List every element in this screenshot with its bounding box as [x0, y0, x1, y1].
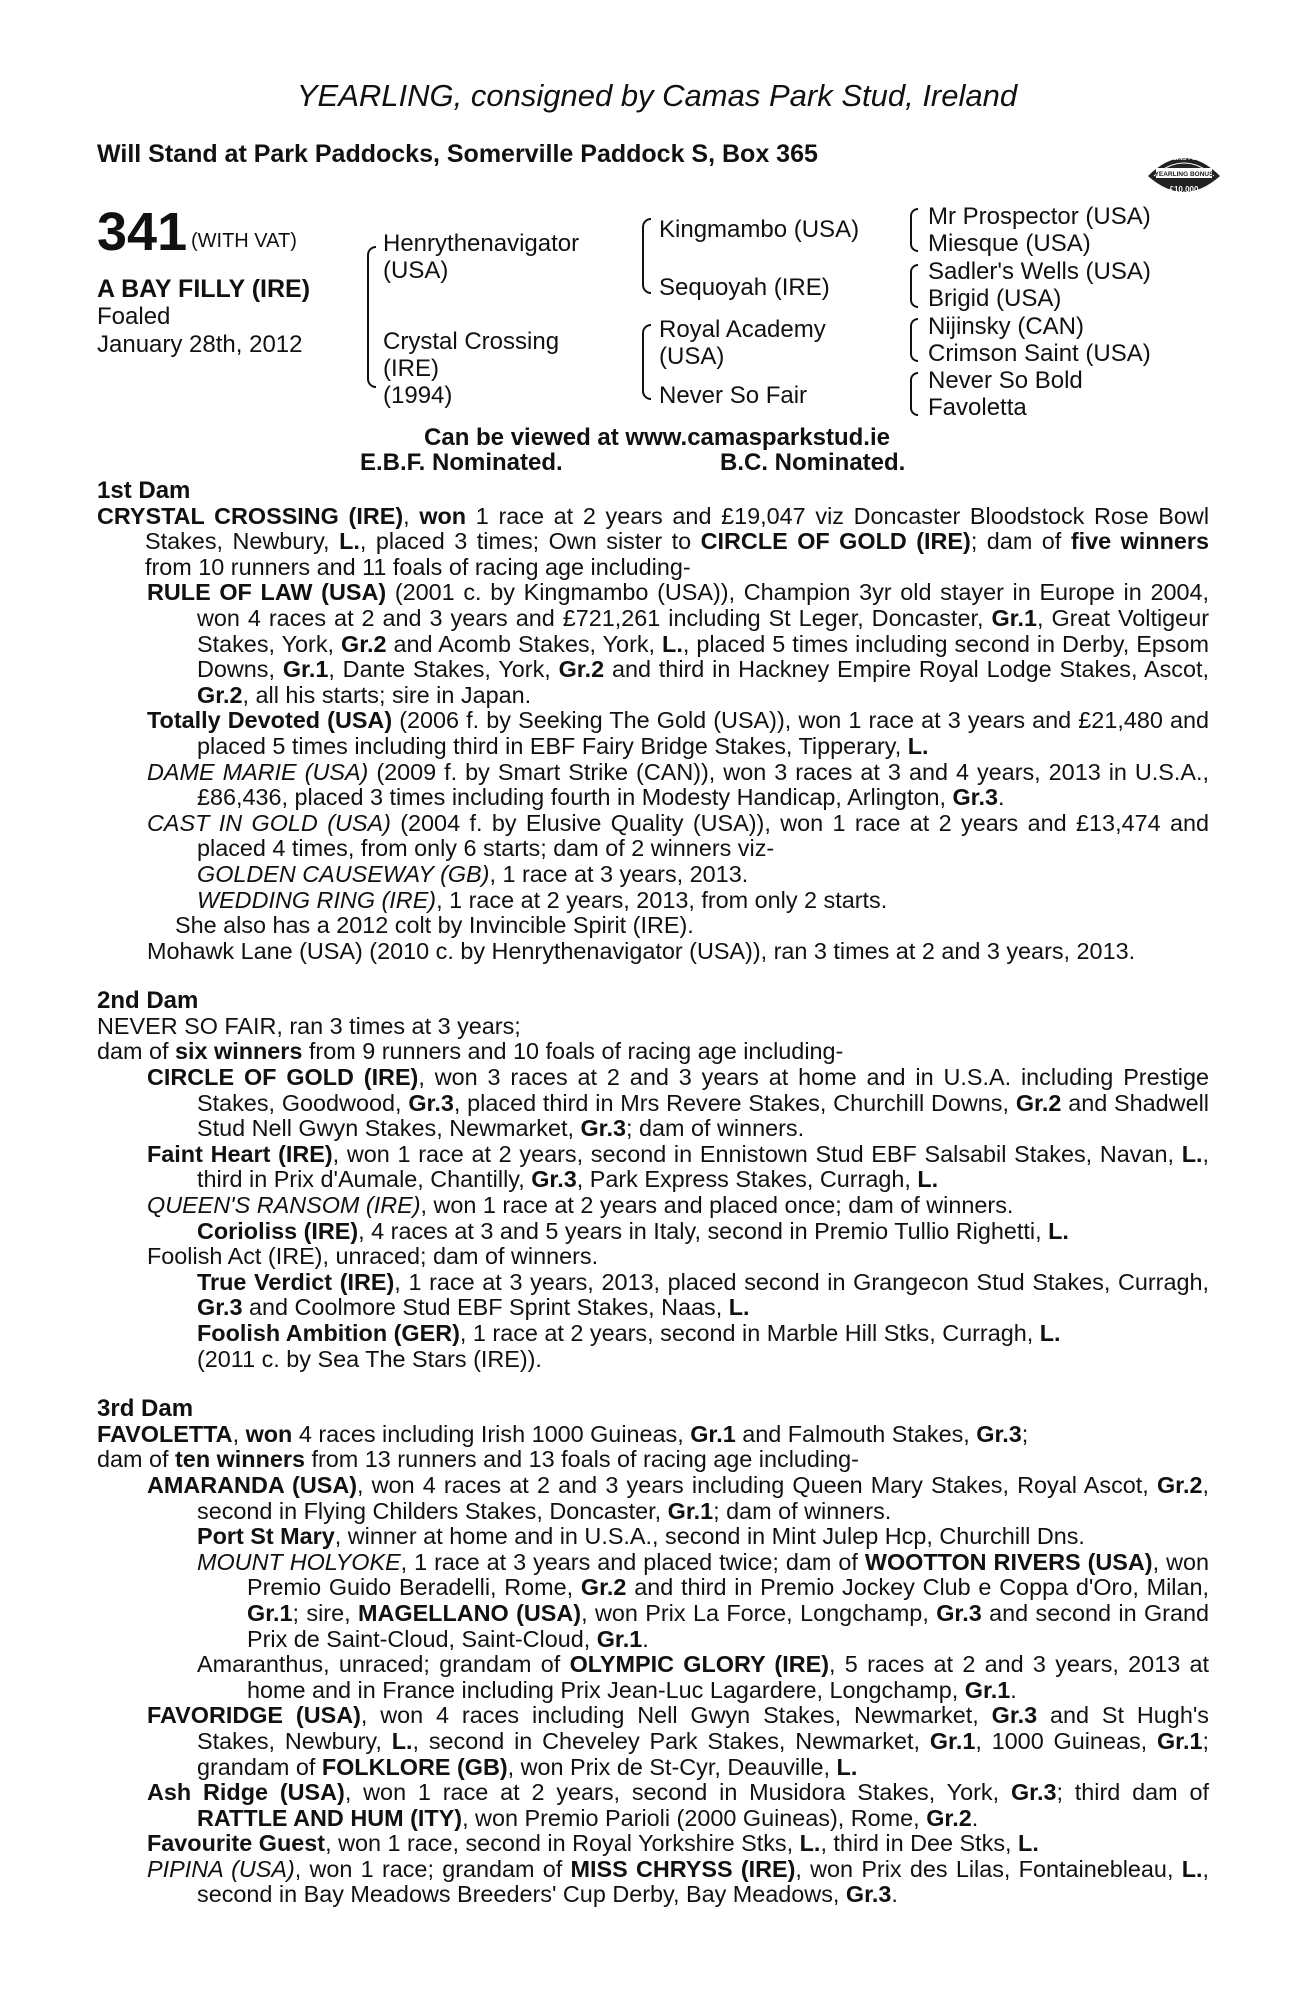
text-run: , winner at home and in U.S.A., second in Mint Julep Hcp, Churchill Dns.: [334, 1523, 1085, 1550]
pedigree-gen3-dds: Never So Bold: [928, 367, 1083, 394]
bold-run: Gr.1: [964, 1676, 1011, 1703]
vat-label: (WITH VAT): [191, 230, 297, 252]
third-dam-p4: [97, 1524, 1209, 1550]
bold-run: six winners: [175, 1038, 303, 1065]
text-run: , won 1 race; grandam of: [294, 1855, 571, 1882]
third-dam-p2: [97, 1447, 1209, 1473]
text-run: , 1 race at 3 years, 2013.: [489, 860, 749, 887]
second-dam-p3: [97, 1065, 1209, 1142]
bold-run: L.: [1039, 1320, 1061, 1346]
pedigree-brace: [642, 218, 651, 294]
bold-run: Gr.3: [991, 1702, 1038, 1729]
third-dam-p1: [97, 1422, 1209, 1448]
bold-run: Gr.2: [558, 656, 605, 683]
foaled-label: Foaled: [97, 303, 171, 330]
second-dam-p1: [97, 1014, 1209, 1040]
catalogue-header: YEARLING, consigned by Camas Park Stud, Ireland: [296, 78, 1018, 113]
first-dam-p8: [97, 913, 1209, 939]
text-run: .: [891, 1881, 898, 1908]
text-run: , all his starts; sire in Japan.: [242, 681, 532, 708]
bold-run: FAVORIDGE (USA): [147, 1702, 361, 1729]
text-run: ; dam of: [970, 528, 1071, 555]
text-run: (2004 f. by Elusive Quality (USA)), won 1 race at 2 years and £13,474 and placed 4 times, from only 6 starts; dam of 2 winners viz-: [197, 809, 1209, 862]
bold-run: L.: [917, 1166, 939, 1193]
text-run: ; third dam of: [1056, 1779, 1209, 1806]
second-dam-heading: 2nd Dam: [97, 987, 199, 1015]
third-dam-p5: [97, 1550, 1209, 1652]
bold-run: L.: [728, 1294, 750, 1321]
text-run: , second in Cheveley Park Stakes, Newmarket,: [412, 1727, 930, 1754]
text-run: and second in Grand Prix de Saint-Cloud, Saint-Cloud,: [247, 1599, 1209, 1652]
text-run: , 1 race at 3 years and placed twice; dam of: [400, 1548, 865, 1575]
pedigree-sire-sire: Kingmambo (USA): [659, 216, 860, 243]
bold-run: WOOTTON RIVERS (USA): [864, 1548, 1153, 1575]
text-run: Amaranthus, unraced; grandam of: [197, 1651, 570, 1678]
text-run: ; grandam of: [197, 1727, 1209, 1780]
viewing-info: Can be viewed at www.camasparkstud.ie: [424, 424, 890, 451]
bold-run: Gr.1: [690, 1420, 736, 1447]
text-run: , Dante Stakes, York,: [328, 656, 559, 683]
yearling-bonus-badge-icon: [1144, 146, 1224, 202]
second-dam-p6: [97, 1219, 1209, 1245]
bold-run: OLYMPIC GLORY (IRE): [569, 1651, 829, 1678]
first-dam-p3: [97, 708, 1209, 759]
pedigree-gen3-sdd: Brigid (USA): [928, 285, 1062, 312]
text-run: ;: [1021, 1420, 1029, 1447]
second-dam-p5: [97, 1193, 1209, 1219]
pedigree-gen3-sss: Mr Prospector (USA): [928, 203, 1151, 230]
text-run: (2001 c. by Kingmambo (USA)), Champion 3yr old stayer in Europe in 2004, won 4 races at 2 and 3 years and £721,261 including St Leger, Doncaster,: [197, 579, 1209, 631]
bold-run: L.: [1048, 1217, 1069, 1244]
bold-run: Gr.3: [408, 1089, 454, 1116]
pedigree-dam-dam: Never So Fair: [659, 382, 808, 409]
first-dam-p1: [97, 504, 1209, 581]
text-run: 1 race at 2 years and £19,047 viz Doncaster Bloodstock Rose Bowl Stakes, Newbury,: [145, 502, 1210, 555]
text-run: ; dam of winners.: [713, 1497, 892, 1524]
italic-run: PIPINA (USA): [147, 1855, 295, 1882]
pedigree-dam-country: (IRE): [383, 355, 439, 382]
bold-run: L.: [391, 1727, 413, 1754]
bold-run: Gr.2: [580, 1574, 627, 1601]
text-run: , won 1 race at 2 years, second in Musidora Stakes, York,: [344, 1779, 1011, 1806]
text-run: dam of: [97, 1446, 176, 1473]
pedigree-dam-year: (1994): [383, 382, 453, 409]
text-run: Mohawk Lane (USA) (2010 c. by Henrythenavigator (USA)), ran 3 times at 2 and 3 years, 2013.: [147, 937, 1136, 964]
text-run: ; dam of winners.: [626, 1115, 805, 1142]
bold-run: won: [419, 502, 467, 529]
bold-run: Gr.1: [1156, 1727, 1203, 1754]
third-dam-p10: [97, 1857, 1209, 1908]
stand-location: Will Stand at Park Paddocks, Somerville Paddock S, Box 365: [97, 140, 818, 168]
pedigree-sire-dam: Sequoyah (IRE): [659, 274, 830, 301]
text-run: ; sire,: [292, 1599, 358, 1626]
bold-run: won: [245, 1420, 293, 1447]
bold-run: L.: [1018, 1830, 1039, 1857]
text-run: , won Premio Guido Beradelli, Rome,: [247, 1548, 1209, 1601]
lot-title: A BAY FILLY (IRE): [97, 275, 311, 303]
pedigree-gen3-sds: Sadler's Wells (USA): [928, 258, 1151, 285]
text-run: , Park Express Stakes, Curragh,: [576, 1166, 918, 1193]
text-run: 4 races including Irish 1000 Guineas,: [292, 1420, 691, 1447]
text-run: from 10 runners and 11 foals of racing age including-: [145, 553, 691, 580]
bold-run: RULE OF LAW (USA): [147, 579, 387, 606]
pedigree-dam-sire: [659, 316, 826, 370]
pedigree-brace: [910, 208, 918, 252]
bold-run: L.: [339, 528, 360, 555]
catalogue-body: [97, 478, 1209, 1908]
text-run: , won Premio Parioli (2000 Guineas), Rome,: [462, 1804, 927, 1831]
italic-run: QUEEN'S RANSOM (IRE): [147, 1192, 421, 1219]
text-run: (2009 f. by Smart Strike (CAN)), won 3 races at 3 and 4 years, 2013 in U.S.A., £86,436, placed 3 times including fourth in Modesty Handicap, Arlington,: [197, 758, 1210, 811]
bold-run: Gr.1: [282, 656, 329, 683]
text-run: and Coolmore Stud EBF Sprint Stakes, Naas,: [242, 1294, 729, 1321]
bold-run: Gr.3: [580, 1115, 626, 1142]
second-dam-p9: [97, 1321, 1209, 1347]
text-run: .: [971, 1804, 979, 1831]
text-run: , 1000 Guineas,: [975, 1727, 1157, 1754]
bold-run: True Verdict (IRE): [197, 1268, 395, 1295]
text-run: .: [997, 784, 1005, 811]
text-run: and St Hugh's Stakes, Newbury,: [197, 1702, 1209, 1754]
bold-run: Gr.3: [197, 1294, 243, 1321]
first-dam-heading: 1st Dam: [97, 477, 191, 504]
bold-run: five winners: [1070, 528, 1210, 555]
pedigree-gen3-dsd: Crimson Saint (USA): [928, 340, 1151, 367]
italic-run: CAST IN GOLD (USA): [147, 809, 391, 836]
bold-run: L.: [836, 1753, 858, 1780]
bold-run: Port St Mary: [197, 1523, 335, 1550]
pedigree-dam-name: Crystal Crossing: [383, 328, 560, 355]
bold-run: CRYSTAL CROSSING (IRE): [97, 502, 404, 529]
text-run: , Great Voltigeur Stakes, York,: [197, 604, 1209, 657]
second-dam-p7: [97, 1244, 1209, 1270]
text-run: , 1 race at 3 years, 2013, placed second in Grangecon Stud Stakes, Curragh,: [394, 1268, 1209, 1295]
first-dam-p2: [97, 580, 1209, 708]
text-run: Foolish Act (IRE), unraced; dam of winners.: [147, 1243, 599, 1270]
text-run: and third in Premio Jockey Club e Coppa d'Oro, Milan,: [626, 1574, 1209, 1601]
bold-run: L.: [1181, 1140, 1203, 1167]
italic-run: WEDDING RING (IRE): [197, 886, 437, 913]
pedigree-brace: [642, 324, 651, 400]
second-dam-p4: [97, 1142, 1209, 1193]
bold-run: Ash Ridge (USA): [147, 1779, 345, 1806]
bold-run: Gr.3: [845, 1881, 892, 1908]
pedigree-gen3-dss: Nijinsky (CAN): [928, 313, 1084, 340]
pedigree-dam-sire-country: (USA): [659, 343, 725, 370]
pedigree-brace: [910, 264, 918, 308]
first-dam-p7: [97, 888, 1209, 914]
text-run: , placed third in Mrs Revere Stakes, Churchill Downs,: [453, 1089, 1016, 1116]
bold-run: Favourite Guest: [147, 1830, 326, 1857]
bold-run: Gr.1: [667, 1497, 714, 1524]
text-run: , placed 3 times; Own sister to: [359, 528, 701, 555]
bold-run: CIRCLE OF GOLD (IRE): [700, 528, 971, 555]
text-run: , 4 races at 3 and 5 years in Italy, second in Premio Tullio Righetti,: [358, 1217, 1049, 1244]
text-run: , placed 5 times including second in Derby, Epsom Downs,: [197, 630, 1209, 683]
bold-run: AMARANDA (USA): [147, 1471, 357, 1498]
bold-run: Totally Devoted (USA): [147, 707, 393, 734]
bc-nominated: B.C. Nominated.: [720, 449, 906, 476]
bold-run: L.: [1181, 1855, 1203, 1882]
bold-run: L.: [907, 732, 929, 759]
ebf-nominated: E.B.F. Nominated.: [360, 449, 563, 476]
text-run: , won 1 race at 2 years and placed once; dam of winners.: [420, 1192, 1014, 1219]
lot-number: 341: [97, 202, 188, 262]
pedigree-brace: [910, 372, 918, 416]
bold-run: ten winners: [175, 1446, 305, 1473]
second-dam-p10: [97, 1347, 1209, 1373]
foaled-date: January 28th, 2012: [97, 331, 303, 358]
bold-run: Gr.1: [596, 1625, 643, 1652]
second-dam-p8: [97, 1270, 1209, 1321]
text-run: , third in Prix d'Aumale, Chantilly,: [197, 1140, 1209, 1193]
text-run: , third in Dee Stks,: [820, 1830, 1019, 1857]
text-run: ,: [403, 502, 420, 529]
bold-run: Corioliss (IRE): [197, 1217, 359, 1244]
text-run: , won 4 races including Nell Gwyn Stakes, Newmarket,: [360, 1702, 992, 1729]
text-run: and third in Hackney Empire Royal Lodge Stakes, Ascot,: [604, 656, 1209, 683]
text-run: NEVER SO FAIR, ran 3 times at 3 years;: [97, 1012, 521, 1039]
bold-run: L.: [662, 630, 683, 657]
badge-line1: RACING POST: [1164, 156, 1204, 162]
badge-line2: YEARLING BONUS: [1154, 171, 1214, 178]
pedigree-brace: [367, 246, 376, 388]
italic-run: MOUNT HOLYOKE: [197, 1548, 401, 1575]
bold-run: MISS CHRYSS (IRE): [570, 1855, 796, 1882]
bold-run: Gr.3: [531, 1166, 577, 1193]
bold-run: RATTLE AND HUM (ITY): [197, 1804, 463, 1831]
pedigree-sire-name: Henrythenavigator: [383, 230, 580, 257]
text-run: ,: [232, 1420, 246, 1447]
italic-run: DAME MARIE (USA): [147, 758, 369, 785]
text-run: , 1 race at 2 years, second in Marble Hill Stks, Curragh,: [459, 1320, 1040, 1346]
text-run: , won 1 race at 2 years, second in Ennistown Stud EBF Salsabil Stakes, Navan,: [332, 1140, 1182, 1167]
text-run: , won Prix de St-Cyr, Deauville,: [507, 1753, 837, 1780]
first-dam-p5: [97, 811, 1209, 862]
text-run: , won 3 races at 2 and 3 years at home and in U.S.A. including Prestige Stakes, Goodwood,: [197, 1064, 1209, 1116]
third-dam-p3: [97, 1473, 1209, 1524]
text-run: , second in Flying Childers Stakes, Doncaster,: [197, 1471, 1209, 1524]
first-dam-p6: [97, 862, 1209, 888]
bold-run: MAGELLANO (USA): [358, 1599, 582, 1626]
bold-run: Gr.2: [1156, 1471, 1203, 1498]
bold-run: Gr.1: [247, 1599, 293, 1626]
third-dam-p8: [97, 1780, 1209, 1831]
third-dam-p7: [97, 1703, 1209, 1780]
text-run: She also has a 2012 colt by Invincible Spirit (IRE).: [175, 912, 694, 939]
text-run: and Shadwell Stud Nell Gwyn Stakes, Newmarket,: [197, 1089, 1209, 1142]
bold-run: Gr.2: [926, 1804, 972, 1831]
bold-run: Gr.2: [197, 681, 243, 708]
text-run: .: [1010, 1676, 1017, 1703]
text-run: from 13 runners and 13 foals of racing age including-: [305, 1446, 859, 1473]
text-run: , won Prix des Lilas, Fontainebleau,: [795, 1855, 1182, 1882]
pedigree-gen3-ddd: Favoletta: [928, 394, 1027, 421]
second-dam-p2: [97, 1039, 1209, 1065]
first-dam-p9: [97, 939, 1209, 965]
text-run: , won Prix La Force, Longchamp,: [581, 1599, 937, 1626]
pedigree-dam: [383, 328, 559, 409]
pedigree-brace: [910, 318, 918, 362]
text-run: and Falmouth Stakes,: [735, 1420, 977, 1447]
third-dam-heading: 3rd Dam: [97, 1395, 194, 1423]
first-dam-p4: [97, 760, 1209, 811]
pedigree-gen3-ssd: Miesque (USA): [928, 230, 1091, 257]
bold-run: Gr.3: [1010, 1779, 1057, 1806]
bold-run: CIRCLE OF GOLD (IRE): [147, 1064, 419, 1091]
bold-run: Gr.2: [341, 630, 387, 657]
text-run: from 9 runners and 10 foals of racing age including-: [302, 1038, 844, 1065]
third-dam-p9: [97, 1831, 1209, 1857]
text-run: dam of: [97, 1038, 176, 1065]
text-run: .: [642, 1625, 649, 1652]
text-run: , 1 race at 2 years, 2013, from only 2 starts.: [436, 886, 888, 913]
text-run: and Acomb Stakes, York,: [386, 630, 663, 657]
bold-run: Gr.3: [952, 784, 998, 811]
text-run: , won 1 race, second in Royal Yorkshire Stks,: [325, 1830, 800, 1857]
bold-run: Gr.1: [991, 604, 1037, 631]
bold-run: FOLKLORE (GB): [321, 1753, 508, 1780]
bold-run: Foolish Ambition (GER): [197, 1320, 460, 1346]
bold-run: Gr.2: [1015, 1089, 1062, 1116]
bold-run: Gr.3: [936, 1599, 982, 1626]
badge-amount: £10,000: [1169, 185, 1199, 194]
bold-run: L.: [799, 1830, 821, 1857]
third-dam-p6: [97, 1652, 1209, 1703]
text-run: , won 4 races at 2 and 3 years including Queen Mary Stakes, Royal Ascot,: [357, 1471, 1157, 1498]
bold-run: Gr.1: [929, 1727, 976, 1754]
text-run: (2011 c. by Sea The Stars (IRE)).: [197, 1345, 542, 1372]
bold-run: Faint Heart (IRE): [147, 1140, 333, 1167]
italic-run: GOLDEN CAUSEWAY (GB): [197, 860, 490, 887]
pedigree-sire-country: (USA): [383, 257, 449, 284]
text-run: , 5 races at 2 and 3 years, 2013 at home and in France including Prix Jean-Luc Lagardere, Longchamp,: [247, 1651, 1209, 1703]
text-run: , second in Bay Meadows Breeders' Cup Derby, Bay Meadows,: [197, 1855, 1209, 1908]
bold-run: Gr.3: [976, 1420, 1022, 1447]
bold-run: FAVOLETTA: [97, 1420, 233, 1447]
pedigree-sire: [383, 230, 579, 284]
text-run: (2006 f. by Seeking The Gold (USA)), won 1 race at 3 years and £21,480 and placed 5 times including third in EBF Fairy Bridge Stakes, Tipperary,: [197, 707, 1209, 759]
pedigree-dam-sire-name: Royal Academy: [659, 316, 826, 343]
